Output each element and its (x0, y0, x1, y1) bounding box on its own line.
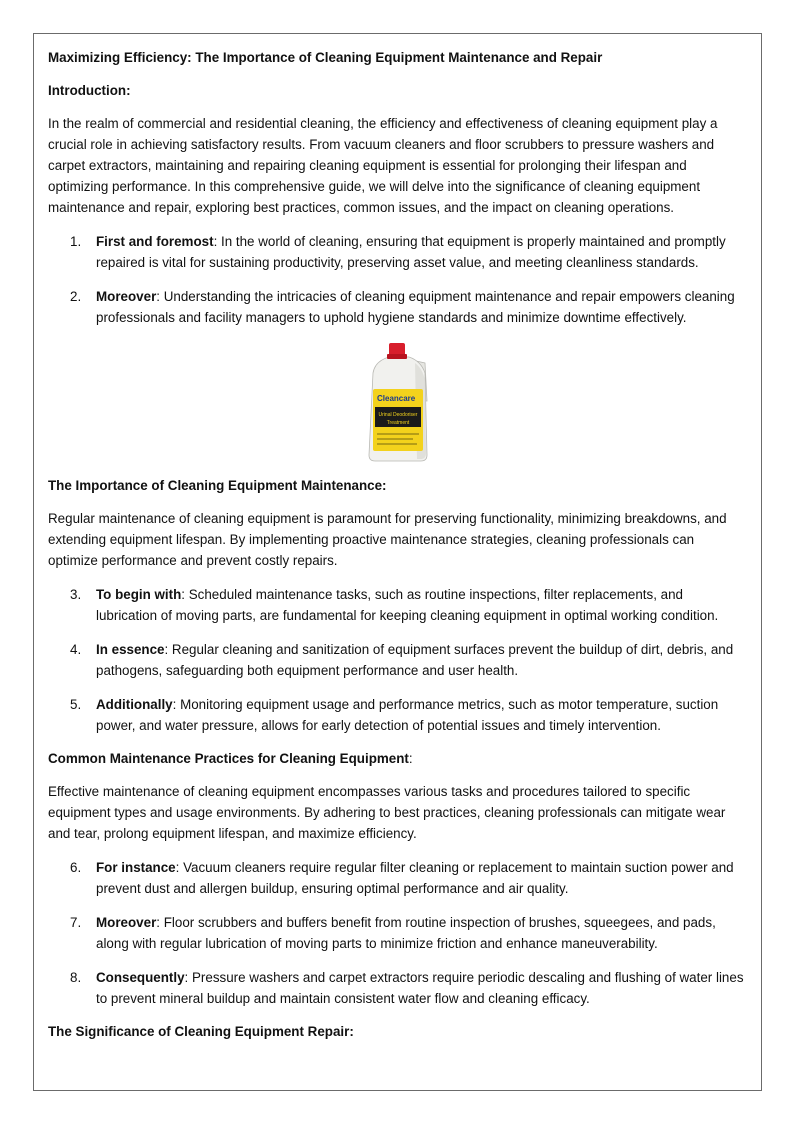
list-lead: In essence (96, 642, 165, 657)
list-text: : Floor scrubbers and buffers benefit from routine inspection of brushes, squeegees, and pads, along with regular lubrication of moving parts to minimize friction and enhance maneuverability. (96, 915, 716, 951)
list-text: : Monitoring equipment usage and performance metrics, such as motor temperature, suction power, and water pressure, allows for early detection of potential issues and timely intervention. (96, 697, 719, 733)
numbered-list-practices (48, 857, 747, 1009)
section-paragraph-practices: Effective maintenance of cleaning equipment encompasses various tasks and procedures tailored to specific equipment types and usage environments. By adhering to best practices, cleaning professionals can mitigate wear and tear, prolong equipment lifespan, and maximize efficiency. (48, 784, 726, 841)
list-text: : Vacuum cleaners require regular filter cleaning or replacement to maintain suction power and prevent dust and allergen buildup, ensuring optimal performance and air quality. (96, 860, 734, 896)
list-number: 2. (70, 289, 82, 304)
list-text: : Regular cleaning and sanitization of equipment surfaces prevent the buildup of dirt, debris, and pathogens, safeguarding both equipment performance and user health. (96, 642, 734, 678)
list-item (48, 231, 747, 273)
svg-text:Urinal Deodoriser: Urinal Deodoriser (378, 412, 417, 418)
svg-text:Treatment: Treatment (386, 420, 409, 426)
list-lead: Consequently (96, 970, 185, 985)
list-lead: For instance (96, 860, 176, 875)
list-number: 8. (70, 970, 82, 985)
section-heading-practices-text: Common Maintenance Practices for Cleaning Equipment (48, 751, 409, 766)
section-heading-repair: The Significance of Cleaning Equipment Repair: (48, 1024, 354, 1039)
section-heading-maintenance: The Importance of Cleaning Equipment Maintenance: (48, 478, 387, 493)
product-image (48, 341, 747, 463)
list-item (48, 639, 747, 681)
list-lead: Additionally (96, 697, 173, 712)
list-lead: Moreover (96, 289, 157, 304)
list-number: 1. (70, 234, 82, 249)
list-text: : Pressure washers and carpet extractors require periodic descaling and flushing of water lines to prevent mineral buildup and maintain consistent water flow and cleaning efficacy. (96, 970, 744, 1006)
document-page (33, 33, 762, 1091)
list-item (48, 857, 747, 899)
list-lead: Moreover (96, 915, 157, 930)
list-item (48, 967, 747, 1009)
list-item (48, 286, 747, 328)
cleaner-bottle-image (363, 341, 433, 463)
list-item (48, 584, 747, 626)
list-text: : Scheduled maintenance tasks, such as routine inspections, filter replacements, and lubrication of moving parts, are fundamental for keeping cleaning equipment in optimal working condition. (96, 587, 719, 623)
list-number: 3. (70, 587, 82, 602)
list-lead: First and foremost (96, 234, 214, 249)
section-heading-practices-colon: : (408, 751, 413, 766)
list-text: : In the world of cleaning, ensuring that equipment is properly maintained and promptly repaired is vital for sustaining productivity, preserving asset value, and meeting cleanliness standards. (96, 234, 726, 270)
list-item (48, 912, 747, 954)
list-number: 6. (70, 860, 82, 875)
list-number: 5. (70, 697, 82, 712)
list-number: 7. (70, 915, 82, 930)
numbered-list-intro (48, 231, 747, 328)
list-text: : Understanding the intricacies of cleaning equipment maintenance and repair empowers cleaning professionals and facility managers to uphold hygiene standards and minimize downtime effectively. (96, 289, 735, 325)
intro-heading: Introduction: (48, 83, 131, 98)
list-number: 4. (70, 642, 82, 657)
list-lead: To begin with (96, 587, 182, 602)
svg-text:Cleancare: Cleancare (376, 394, 415, 403)
document-title: Maximizing Efficiency: The Importance of Cleaning Equipment Maintenance and Repair (48, 50, 603, 65)
numbered-list-maintenance (48, 584, 747, 736)
intro-paragraph: In the realm of commercial and residential cleaning, the efficiency and effectiveness of cleaning equipment play a crucial role in achieving satisfactory results. From vacuum cleaners and floor scrubbers to pressure washers and carpet extractors, maintaining and repairing cleaning equipment is essential for prolonging their lifespan and optimizing performance. In this comprehensive guide, we will delve into the significance of cleaning equipment maintenance and repair, exploring best practices, common issues, and the impact on cleaning operations. (48, 116, 718, 215)
section-paragraph-maintenance: Regular maintenance of cleaning equipment is paramount for preserving functionality, minimizing breakdowns, and extending equipment lifespan. By implementing proactive maintenance strategies, cleaning professionals can optimize performance and prevent costly repairs. (48, 511, 727, 568)
list-item (48, 694, 747, 736)
section-heading-practices (48, 748, 747, 769)
